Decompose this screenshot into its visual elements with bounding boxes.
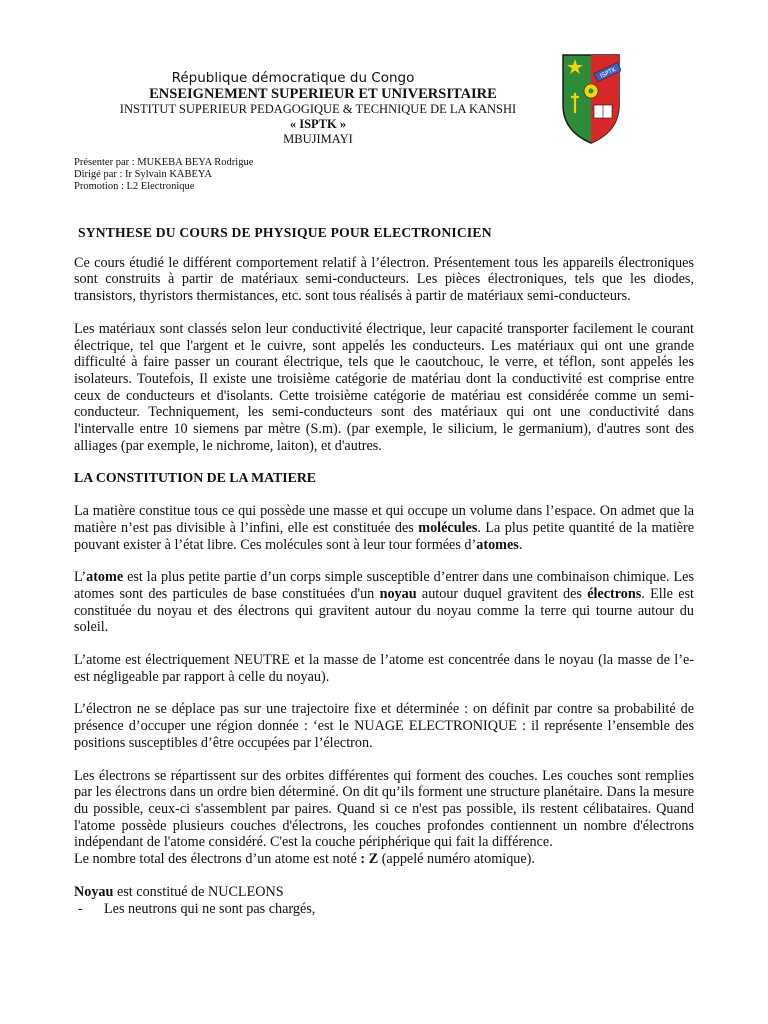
promotion: Promotion : L2 Electronique bbox=[74, 181, 195, 192]
paragraph-nucleus: Noyau est constitué de NUCLEONS bbox=[74, 883, 284, 900]
document-body bbox=[74, 225, 694, 917]
author-info bbox=[74, 157, 253, 193]
list-bullet: - bbox=[78, 900, 83, 917]
city-name: MBUJIMAYI bbox=[283, 132, 353, 146]
directed-by: Dirigé par : Ir Sylvain KABEYA bbox=[74, 169, 212, 180]
section-heading: LA CONSTITUTION DE LA MATIERE bbox=[74, 470, 317, 486]
paragraph-atomic-number: Le nombre total des électrons d’un atome est noté : Z (appelé numéro atomique). bbox=[74, 851, 535, 868]
paragraph-matter: La matière constitue tous ce qui possède une masse et qui occupe un volume dans l’espace. On admet que la matière n’est pas divisible à l’infini, elle est constituée des molécules. La plus petite quantité de la matière pouvant exister à l’état libre. Ces molécules sont à leur tour formées d’atomes. bbox=[74, 503, 694, 553]
paragraph-orbits: Les électrons se répartissent sur des orbites différentes qui forment des couches. Les couches sont remplies par les électrons dans un ordre bien déterminé. On dit qu’ils forment une structure planétaire. Dans la mesure du possible, ceux-ci s'assemblent par paires. Quand si ce n'est pas possible, ils restent célibataires. Quand l'atome possède plusieurs couches d'électrons, les couches profondes contiennent un nombre d'électrons indépendant de l'atome considéré. C'est la couche périphérique qui fait la différence. bbox=[74, 767, 694, 851]
document-title: SYNTHESE DU COURS DE PHYSIQUE POUR ELECTRONICIEN bbox=[78, 225, 492, 240]
letterhead bbox=[70, 70, 540, 147]
presented-by: Présenter par : MUKEBA BEYA Rodrigue bbox=[74, 157, 254, 168]
ministry-name: ENSEIGNEMENT SUPERIEUR ET UNIVERSITAIRE bbox=[149, 86, 497, 102]
svg-text:ISPTK: ISPTK bbox=[599, 66, 618, 80]
institute-acronym: « ISPTK » bbox=[289, 117, 347, 131]
paragraph-materials: Les matériaux sont classés selon leur conductivité électrique, leur capacité transporter facilement le courant électrique, tel que l'argent et le cuivre, sont appelés les conducteurs. Les matériaux qui ont une grande difficulté à faire passer un courant électrique, tels que le caoutchouc, le verre, et téflon, sont appelés les isolateurs. Toutefois, Il existe une troisième catégorie de matériau dont la conductivité est comprise entre ceux de conducteurs et d'isolants. Cette troisième catégorie de matériau est considérée comme un semi-conducteur. Techniquement, les semi-conducteurs sont des matériaux qui ont une conductivité dans l'intervalle entre 10 siemens par mètre (S.m). (par exemple, le silicium, le germanium), d'autres sont des alliages (par exemple, le nichrome, laiton), et d'autres. bbox=[74, 320, 694, 454]
list-item-text: Les neutrons qui ne sont pas chargés, bbox=[104, 900, 316, 917]
paragraph-neutral: L’atome est électriquement NEUTRE et la masse de l’atome est concentrée dans le noyau (la masse de l’e- est négligeable par rapport à celle du noyau). bbox=[74, 652, 694, 685]
list-item bbox=[74, 901, 694, 918]
institute-name: INSTITUT SUPERIEUR PEDAGOGIQUE & TECHNIQUE DE LA KANSHI bbox=[119, 102, 517, 116]
paragraph-electron-cloud: L’électron ne se déplace pas sur une trajectoire fixe et déterminée : on définit par contre sa probabilité de présence d’occuper une région donnée : ‘est le NUAGE ELECTRONIQUE : il représente l’ensemble des positions susceptibles d’être occupées par l’électron. bbox=[74, 701, 694, 751]
institution-crest-logo bbox=[561, 53, 621, 145]
paragraph-atom: L’atome est la plus petite partie d’un corps simple susceptible d’entrer dans une combinaison chimique. Les atomes sont des particules de base constituées d'un noyau autour duquel gravitent des électrons. Elle est constituée du noyau et des électrons qui gravitent autour du noyau comme la terre qui tourne autour du soleil. bbox=[74, 569, 694, 636]
paragraph-intro: Ce cours étudié le différent comportement relatif à l’électron. Présentement tous les appareils électroniques sont construits à partir de matériaux semi-conducteurs. Les pièces électroniques, tels que les diodes, transistors, thyristors thermistances, etc. sont tous réalisés à partir de matériaux semi-conducteurs. bbox=[74, 254, 694, 305]
republic-name: République démocratique du Congo bbox=[171, 70, 415, 86]
